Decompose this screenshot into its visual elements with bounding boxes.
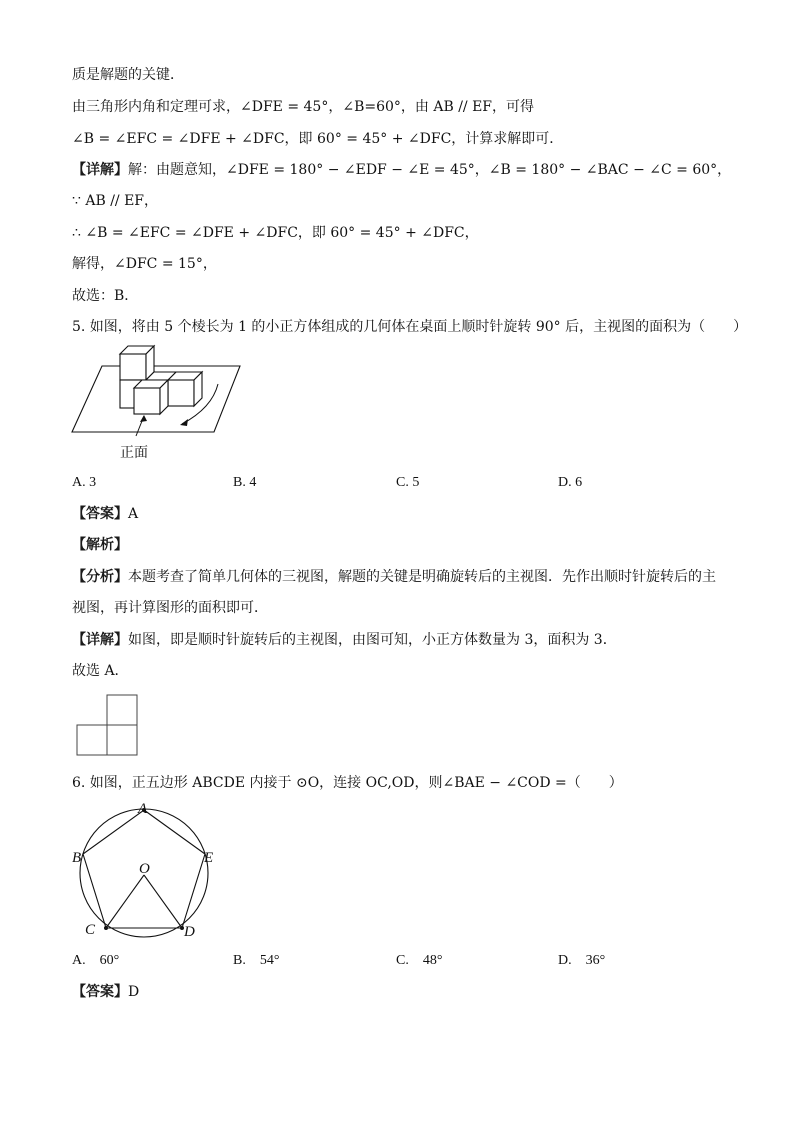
answer-6	[72, 982, 139, 1002]
analysis-line-2: 视图，再计算图形的面积即可．	[72, 600, 268, 616]
answer-6-value: D	[128, 984, 140, 1000]
q5-option-b: B. 4	[233, 475, 257, 490]
detail-text: 解：由题意知，∠DFE = 180° − ∠EDF − ∠E = 45°，∠B = 180° − ∠BAC − ∠C = 60°，	[128, 162, 732, 178]
detail-tag: 【详解】	[72, 162, 128, 178]
answer-6-tag: 【答案】	[72, 984, 128, 1000]
text-line-8: 故选：B．	[72, 288, 139, 304]
label-c: C	[85, 922, 96, 938]
label-e: E	[204, 850, 214, 866]
label-b: B	[72, 850, 82, 866]
q6-option-a: A. 60°	[72, 953, 120, 968]
answer-5	[72, 504, 138, 524]
detail-5-text: 如图，即是顺时针旋转后的主视图，由图可知，小正方体数量为 3，面积为 3．	[128, 632, 617, 648]
q6-option-c: C. 48°	[396, 953, 443, 968]
front-view-figure	[76, 694, 140, 758]
q6-option-d: D. 36°	[558, 953, 606, 968]
question-5: 5. 如图，将由 5 个棱长为 1 的小正方体组成的几何体在桌面上顺时针旋转 90° 后，主视图的面积为（ ）	[72, 319, 748, 335]
q5-option-a: A. 3	[72, 475, 97, 490]
answer-5-value: A	[128, 506, 139, 522]
cube-figure	[72, 342, 252, 442]
text-line-1: 质是解题的关键．	[72, 67, 184, 83]
text-line-4	[72, 160, 731, 180]
q5-option-c: C. 5	[396, 475, 420, 490]
text-line-2: 由三角形内角和定理可求，∠DFE = 45°，∠B=60°，由 AB // EF，可得	[72, 99, 535, 115]
pentagon-figure	[72, 800, 222, 940]
front-label: 正面	[120, 445, 148, 461]
detail-line-5	[72, 630, 617, 650]
label-a: A	[138, 801, 148, 817]
detail-5-tag: 【详解】	[72, 632, 128, 648]
text-line-7: 解得，∠DFC = 15°，	[72, 256, 217, 272]
analysis-line-1	[72, 567, 716, 587]
choose-a: 故选 A．	[72, 663, 129, 679]
text-line-6: ∴ ∠B = ∠EFC = ∠DFE + ∠DFC，即 60° = 45° + ∠DFC，	[72, 225, 479, 241]
analysis-text-1: 本题考查了简单几何体的三视图，解题的关键是明确旋转后的主视图．先作出顺时针旋转后的主	[128, 569, 716, 585]
question-6: 6. 如图，正五边形 ABCDE 内接于 ⊙O，连接 OC,OD，则∠BAE − ∠COD =（ ）	[72, 775, 623, 791]
jiexi-heading: 【解析】	[72, 537, 128, 553]
analysis-tag: 【分析】	[72, 569, 128, 585]
label-d: D	[184, 924, 195, 940]
text-line-5: ∵ AB // EF，	[72, 193, 159, 209]
q5-option-d: D. 6	[558, 475, 583, 490]
answer-5-tag: 【答案】	[72, 506, 128, 522]
q6-option-b: B. 54°	[233, 953, 280, 968]
text-line-3: ∠B = ∠EFC = ∠DFE + ∠DFC，即 60° = 45° + ∠DFC，计算求解即可．	[72, 131, 564, 147]
label-o: O	[139, 861, 150, 877]
